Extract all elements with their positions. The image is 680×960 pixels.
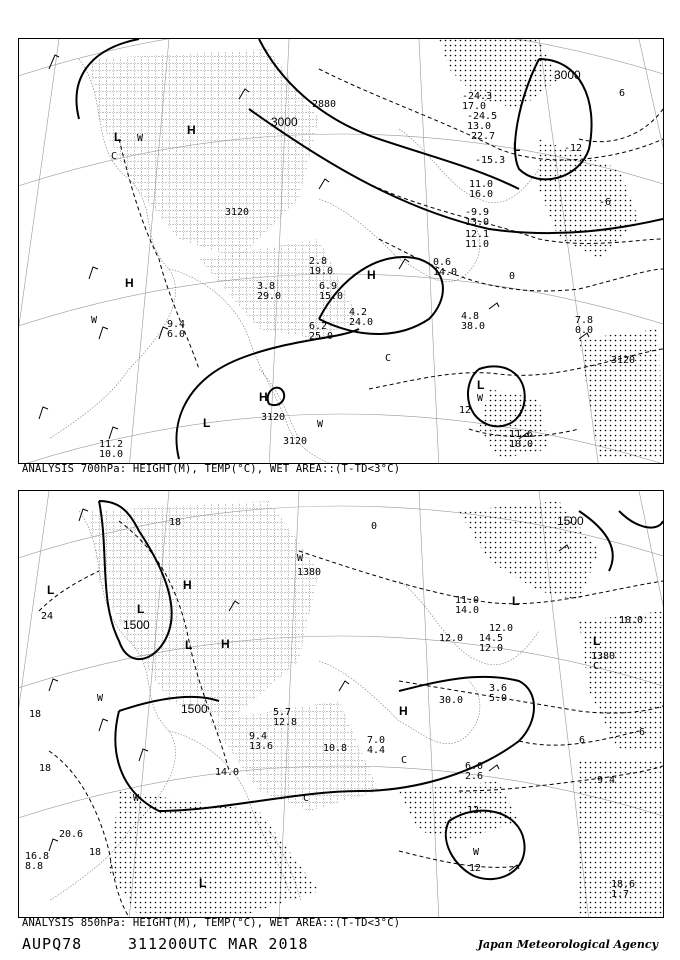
station-value: 9.4 [249, 731, 268, 742]
temp-label: 18 [169, 517, 182, 528]
station-value: 0.6 [433, 257, 452, 268]
station-value: 17.0 [462, 101, 487, 112]
low-marker: L [199, 876, 207, 890]
height-label: 3000 [271, 115, 298, 129]
caption-700hpa: ANALYSIS 700hPa: HEIGHT(M), TEMP(°C), WET AREA::(T-TD<3°C) [22, 463, 401, 475]
station-value: -15.3 [475, 155, 506, 166]
chart-850hpa [18, 490, 664, 918]
station-value: 9.4 [167, 319, 186, 330]
high-marker: H [367, 268, 376, 282]
station-value: 16.8 [25, 851, 50, 862]
warm-marker: W [133, 793, 140, 804]
warm-marker: W [91, 315, 98, 326]
height-label: 3120 [611, 355, 636, 366]
station-value: 14.0 [215, 767, 240, 778]
low-marker: L [114, 130, 122, 144]
station-value: 12.1 [465, 229, 490, 240]
station-value: 13.0 [467, 121, 492, 132]
temp-label: 6 [579, 735, 586, 746]
station-value: 6.0 [167, 329, 186, 340]
low-marker: L [47, 583, 55, 597]
station-value: 4.8 [461, 311, 480, 322]
height-label: 3120 [225, 207, 250, 218]
warm-marker: W [137, 133, 144, 144]
station-value: 4.2 [349, 307, 368, 318]
height-label: 3000 [554, 68, 581, 82]
station-value: 38.0 [461, 321, 486, 332]
station-value: 2.6 [465, 771, 484, 782]
station-value: 9.4 [597, 775, 616, 786]
high-marker: H [399, 704, 408, 718]
low-marker: L [593, 634, 601, 648]
cold-marker: C [303, 793, 310, 804]
low-marker: L [185, 638, 193, 652]
agency-name: Japan Meteorological Agency [477, 938, 658, 951]
high-marker: H [183, 578, 192, 592]
high-marker: H [259, 390, 268, 404]
height-label: 3120 [283, 436, 308, 447]
cold-marker: C [593, 661, 600, 672]
cold-marker: C [385, 353, 392, 364]
station-value: 5.0 [489, 693, 508, 704]
temp-label: 6 [619, 88, 626, 99]
height-label: 1380 [591, 651, 616, 662]
station-value: 14.5 [479, 633, 504, 644]
station-value: 10.0 [99, 449, 124, 460]
station-value: 11.6 [509, 429, 534, 440]
high-marker: H [125, 276, 134, 290]
station-value: -24.3 [462, 91, 493, 102]
station-value: 13.6 [249, 741, 274, 752]
station-value: 10.8 [323, 743, 348, 754]
temp-label: 18 [39, 763, 52, 774]
station-value: 11.0 [465, 239, 490, 250]
warm-marker: W [477, 393, 484, 404]
station-value: 3.6 [489, 683, 508, 694]
station-value: 7.0 [367, 735, 386, 746]
height-label: 3120 [261, 412, 286, 423]
station-value: 1.7 [611, 889, 630, 900]
station-value: 12.8 [273, 717, 298, 728]
low-marker: L [512, 594, 520, 608]
station-value: 30.0 [439, 695, 464, 706]
station-value: 13.0 [465, 217, 490, 228]
temp-label: 12 [459, 405, 472, 416]
station-value: 6.9 [319, 281, 338, 292]
cold-marker: C [401, 755, 408, 766]
station-value: 11.0 [455, 595, 480, 606]
chart-code: AUPQ78 [22, 935, 83, 953]
high-marker: H [221, 637, 230, 651]
station-value: 20.6 [59, 829, 84, 840]
station-value: 10.0 [619, 615, 644, 626]
wet-areas [89, 39, 663, 459]
wet-areas [89, 501, 663, 917]
temp-label: 18 [29, 709, 42, 720]
station-value: 2.8 [309, 256, 328, 267]
temp-label: -6 [599, 197, 612, 208]
map-850hpa [19, 491, 663, 917]
temp-label: 0 [509, 271, 516, 282]
height-label: 2880 [312, 99, 337, 110]
station-value: 19.0 [309, 266, 334, 277]
temp-label: 0 [371, 521, 378, 532]
station-value: 3.8 [257, 281, 276, 292]
temp-label: 18 [89, 847, 102, 858]
height-label: 1500 [181, 702, 208, 716]
station-value: 11.2 [99, 439, 124, 450]
station-value: 8.8 [25, 861, 44, 872]
station-value: 12.0 [479, 643, 504, 654]
station-value: -24.5 [467, 111, 498, 122]
station-value: 6.0 [465, 761, 484, 772]
low-marker: L [477, 378, 485, 392]
low-marker: L [203, 416, 211, 430]
station-value: 22.7 [471, 131, 496, 142]
station-value: 14.0 [455, 605, 480, 616]
warm-marker: W [473, 847, 480, 858]
station-value: 25.0 [309, 331, 334, 342]
station-value: 11.0 [469, 179, 494, 190]
height-label: 1380 [297, 567, 322, 578]
station-value: 16.0 [469, 189, 494, 200]
temp-label: 24 [41, 611, 54, 622]
station-value: 7.8 [575, 315, 594, 326]
warm-marker: W [297, 553, 304, 564]
station-value: 15.0 [319, 291, 344, 302]
station-value: 29.0 [257, 291, 282, 302]
high-marker: H [187, 123, 196, 137]
temp-label: 12 [469, 863, 482, 874]
map-700hpa [19, 39, 663, 463]
station-value: 14.0 [433, 267, 458, 278]
station-value: 12.0 [439, 633, 464, 644]
low-marker: L [137, 602, 145, 616]
station-value: 5.7 [273, 707, 292, 718]
station-value: -9.9 [465, 207, 490, 218]
station-value: 18.6 [611, 879, 636, 890]
station-value: 10.0 [509, 439, 534, 450]
station-value: 0.0 [575, 325, 594, 336]
temp-label: 6 [639, 727, 646, 738]
station-value: 24.0 [349, 317, 374, 328]
chart-700hpa [18, 38, 664, 464]
caption-850hpa: ANALYSIS 850hPa: HEIGHT(M), TEMP(°C), WET AREA::(T-TD<3°C) [22, 917, 401, 929]
cold-marker: C [111, 151, 118, 162]
warm-marker: W [317, 419, 324, 430]
temp-label: 12 [467, 805, 480, 816]
temp-label: -12 [564, 143, 583, 154]
station-value: 12.0 [489, 623, 514, 634]
valid-time: 311200UTC MAR 2018 [128, 935, 309, 953]
warm-marker: W [97, 693, 104, 704]
station-value: 4.4 [367, 745, 386, 756]
station-value: 6.2 [309, 321, 328, 332]
height-label: 1500 [123, 618, 150, 632]
height-label: 1500 [557, 514, 584, 528]
low-marker: L [513, 140, 521, 154]
